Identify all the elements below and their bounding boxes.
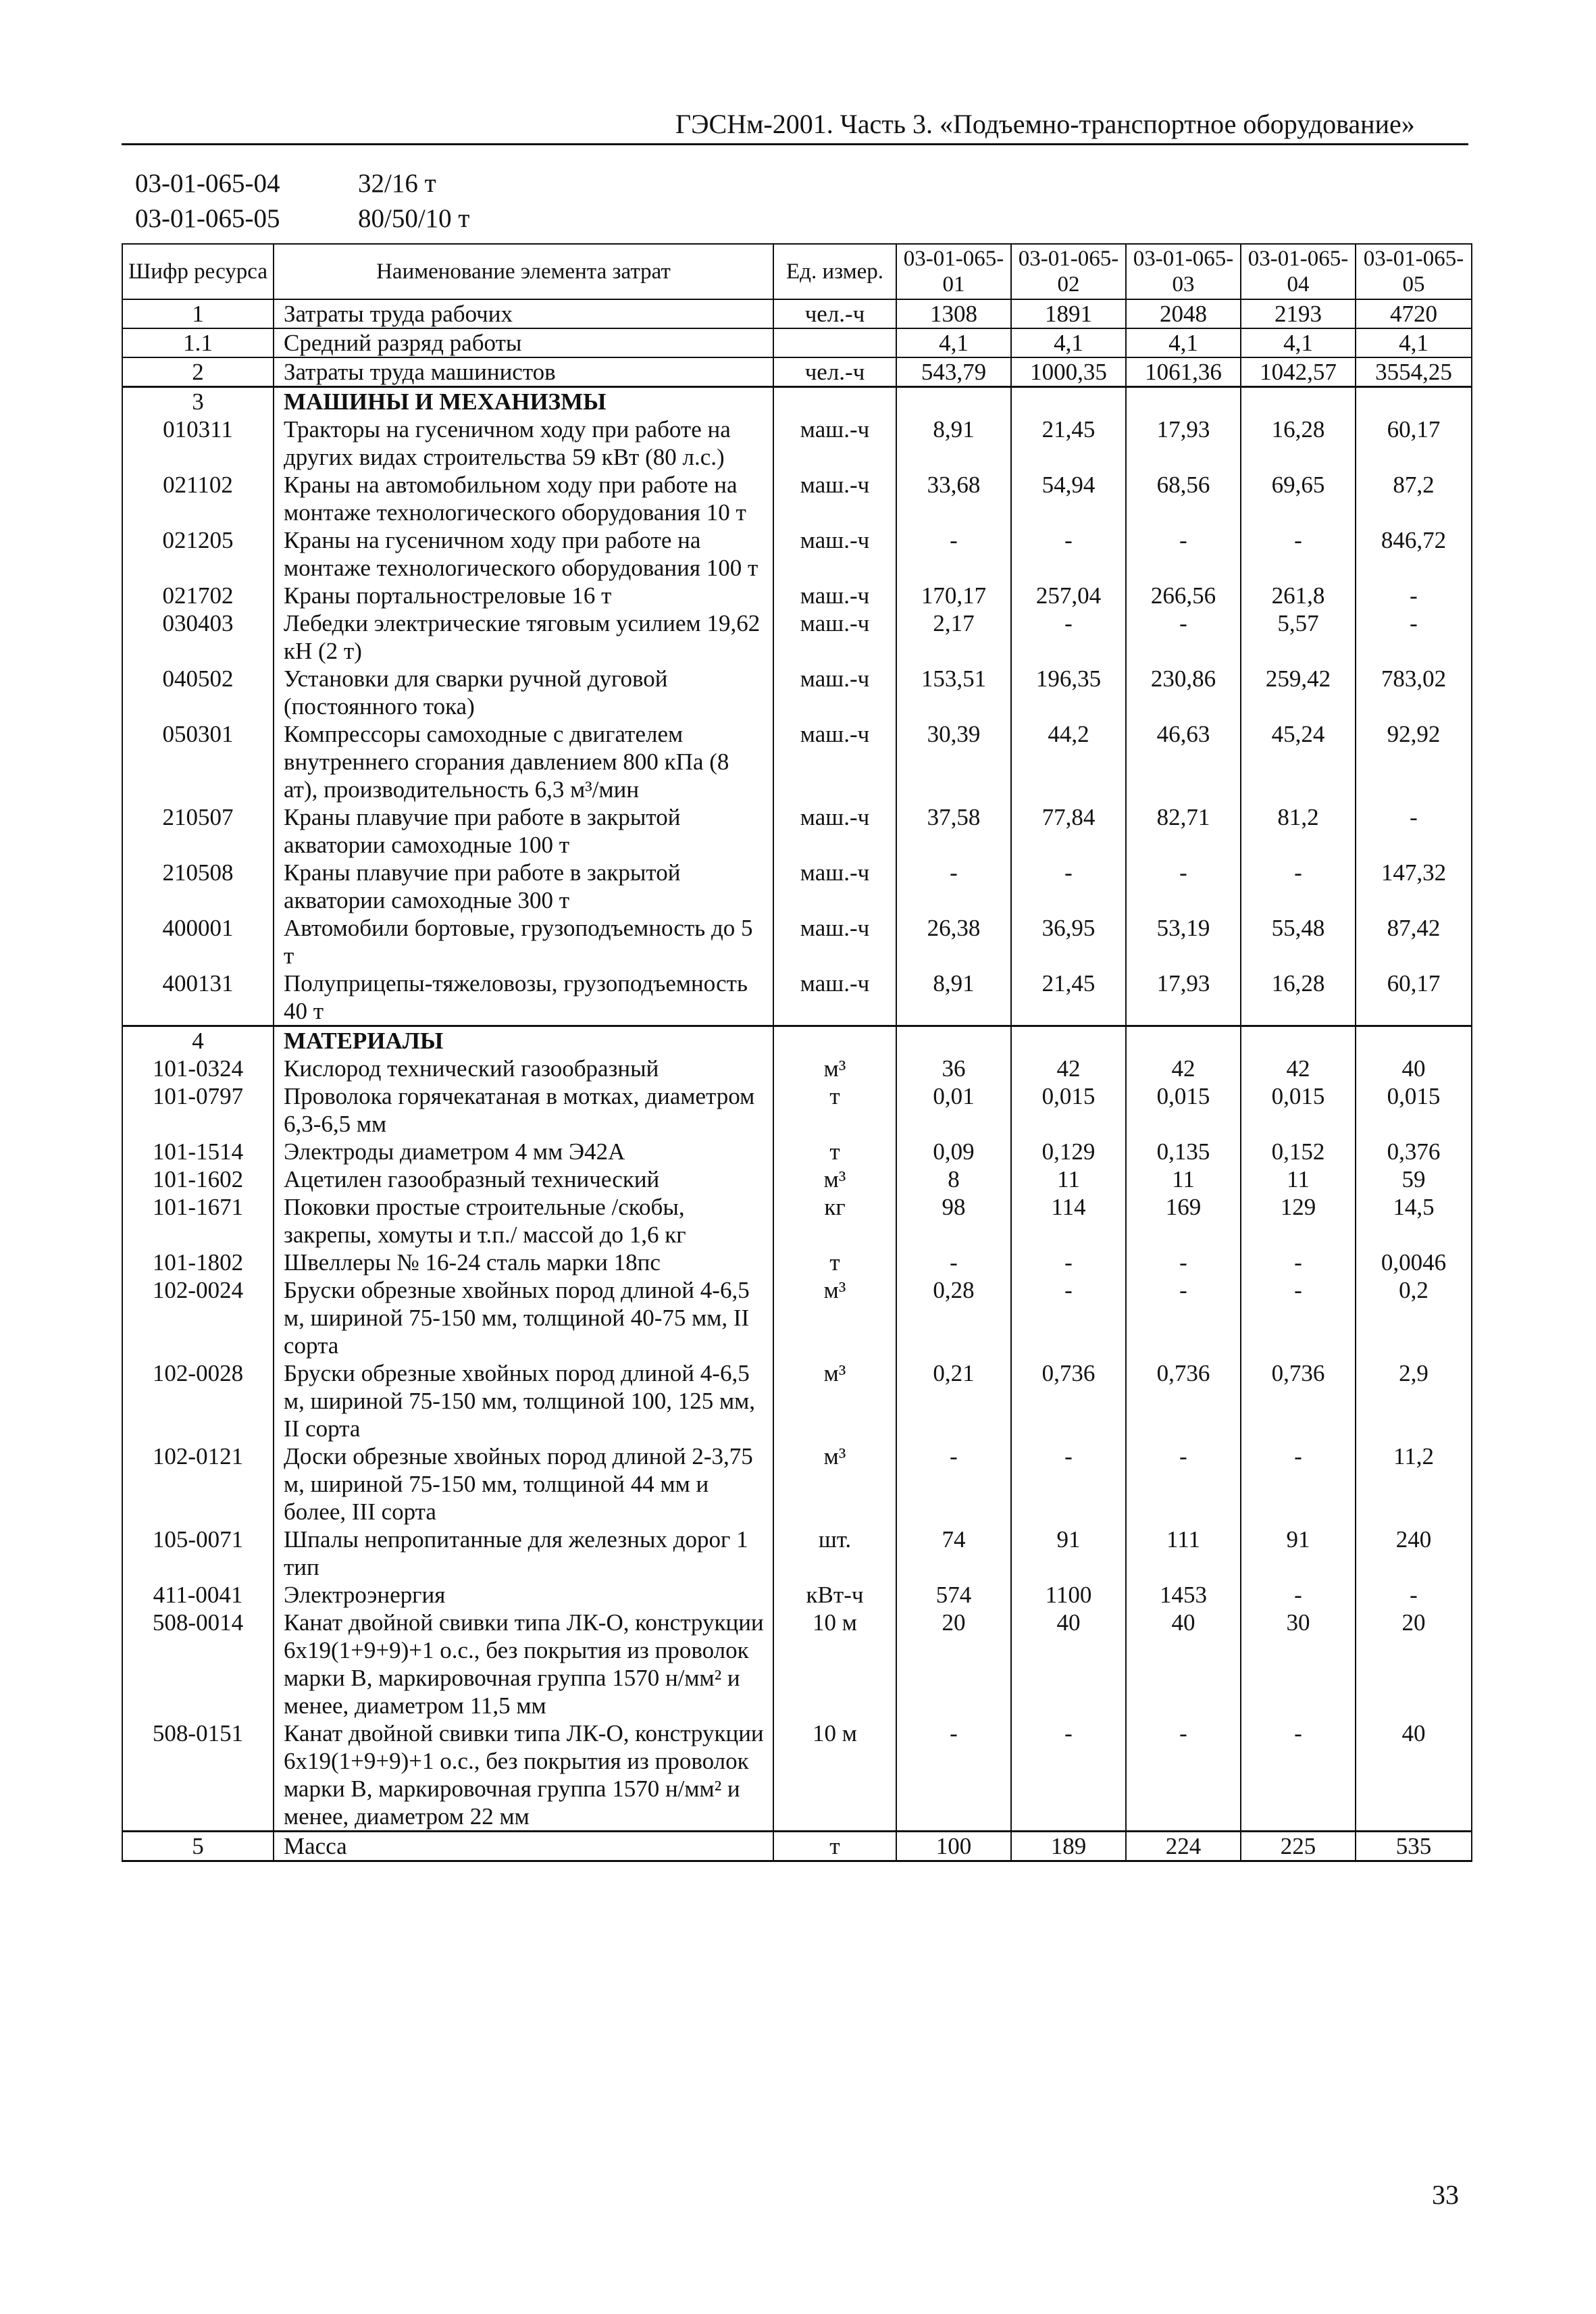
- table-row: [122, 416, 1472, 471]
- table-row: [122, 1442, 1472, 1526]
- value-cell: 0,2: [1356, 1276, 1472, 1359]
- resource-code-cell: 4: [122, 1026, 274, 1055]
- resource-code-cell: 1: [122, 299, 274, 328]
- unit-cell: т: [773, 1249, 896, 1276]
- value-cell: -: [1356, 609, 1472, 665]
- resource-name-cell: Компрессоры самоходные с двигателем внутреннего сгорания давлением 800 кПа (8 ат), производительность 6,3 м³/мин: [274, 720, 773, 803]
- value-cell: 68,56: [1126, 471, 1241, 526]
- value-cell: 54,94: [1011, 471, 1126, 526]
- resource-code-cell: 1.1: [122, 328, 274, 357]
- unit-cell: [773, 328, 896, 357]
- value-cell: [1011, 1026, 1126, 1055]
- resource-code-cell: 021702: [122, 582, 274, 609]
- unit-cell: маш.-ч: [773, 803, 896, 859]
- resource-code-cell: 102-0028: [122, 1359, 274, 1442]
- value-cell: [1241, 1026, 1356, 1055]
- value-cell: 0,736: [1241, 1359, 1356, 1442]
- resource-name-cell: Масса: [274, 1832, 773, 1861]
- resource-name-cell: Шпалы непропитанные для железных дорог 1 тип: [274, 1526, 773, 1581]
- column-header-name: Наименование элемента затрат: [274, 244, 773, 299]
- variant-row: [135, 201, 469, 236]
- table-row: [122, 582, 1472, 609]
- value-cell: 114: [1011, 1193, 1126, 1249]
- column-header-code: Шифр ресурса: [122, 244, 274, 299]
- variant-code: 03-01-065-05: [135, 204, 280, 233]
- value-cell: 1100: [1011, 1581, 1126, 1609]
- resource-code-cell: 050301: [122, 720, 274, 803]
- value-cell: 87,2: [1356, 471, 1472, 526]
- value-cell: -: [1241, 1581, 1356, 1609]
- unit-cell: маш.-ч: [773, 582, 896, 609]
- value-cell: 42: [1241, 1055, 1356, 1082]
- value-cell: 16,28: [1241, 970, 1356, 1026]
- table-row: [122, 1055, 1472, 1082]
- value-cell: 2193: [1241, 299, 1356, 328]
- resource-name-cell: Проволока горячекатаная в мотках, диаметром 6,3-6,5 мм: [274, 1082, 773, 1138]
- value-cell: 0,135: [1126, 1138, 1241, 1165]
- table-row: [122, 1249, 1472, 1276]
- value-cell: 230,86: [1126, 665, 1241, 720]
- value-cell: -: [1011, 859, 1126, 914]
- resource-code-cell: 101-0797: [122, 1082, 274, 1138]
- value-cell: 30: [1241, 1609, 1356, 1719]
- value-cell: -: [1356, 582, 1472, 609]
- value-cell: 40: [1356, 1055, 1472, 1082]
- table-row: [122, 665, 1472, 720]
- value-cell: 0,0046: [1356, 1249, 1472, 1276]
- value-cell: 46,63: [1126, 720, 1241, 803]
- value-cell: 59: [1356, 1165, 1472, 1193]
- value-cell: -: [1241, 526, 1356, 582]
- resource-code-cell: 400131: [122, 970, 274, 1026]
- column-header-c2: 03-01-065-02: [1011, 244, 1126, 299]
- value-cell: -: [896, 1719, 1011, 1832]
- value-cell: -: [896, 1249, 1011, 1276]
- value-cell: 60,17: [1356, 416, 1472, 471]
- value-cell: 91: [1011, 1526, 1126, 1581]
- value-cell: 1891: [1011, 299, 1126, 328]
- value-cell: 240: [1356, 1526, 1472, 1581]
- resource-code-cell: 508-0151: [122, 1719, 274, 1832]
- resource-table-wrapper: [122, 243, 1471, 1862]
- value-cell: 45,24: [1241, 720, 1356, 803]
- value-cell: 20: [1356, 1609, 1472, 1719]
- resource-name-cell: Бруски обрезные хвойных пород длиной 4-6,5 м, шириной 75-150 мм, толщиной 100, 125 мм, II сорта: [274, 1359, 773, 1442]
- unit-cell: маш.-ч: [773, 914, 896, 970]
- resource-code-cell: 3: [122, 387, 274, 416]
- value-cell: [1356, 1026, 1472, 1055]
- value-cell: 92,92: [1356, 720, 1472, 803]
- value-cell: 0,015: [1011, 1082, 1126, 1138]
- value-cell: [1011, 387, 1126, 416]
- value-cell: 0,736: [1011, 1359, 1126, 1442]
- value-cell: 0,015: [1356, 1082, 1472, 1138]
- table-row: [122, 1581, 1472, 1609]
- value-cell: 26,38: [896, 914, 1011, 970]
- column-header-c3: 03-01-065-03: [1126, 244, 1241, 299]
- unit-cell: чел.-ч: [773, 299, 896, 328]
- resource-code-cell: 010311: [122, 416, 274, 471]
- table-row: [122, 1026, 1472, 1055]
- value-cell: 257,04: [1011, 582, 1126, 609]
- value-cell: 5,57: [1241, 609, 1356, 665]
- value-cell: 0,152: [1241, 1138, 1356, 1165]
- value-cell: 17,93: [1126, 416, 1241, 471]
- value-cell: -: [1356, 803, 1472, 859]
- value-cell: 0,09: [896, 1138, 1011, 1165]
- variant-code: 03-01-065-04: [135, 169, 280, 198]
- resource-code-cell: 101-1514: [122, 1138, 274, 1165]
- resource-table: [122, 243, 1472, 1862]
- resource-code-cell: 021205: [122, 526, 274, 582]
- unit-cell: м³: [773, 1359, 896, 1442]
- value-cell: 53,19: [1126, 914, 1241, 970]
- value-cell: 4,1: [1356, 328, 1472, 357]
- page-header: ГЭСНм-2001. Часть 3. «Подъемно-транспортное оборудование»: [675, 109, 1415, 139]
- value-cell: -: [1126, 859, 1241, 914]
- resource-code-cell: 101-1602: [122, 1165, 274, 1193]
- resource-name-cell: Кислород технический газообразный: [274, 1055, 773, 1082]
- unit-cell: м³: [773, 1442, 896, 1526]
- value-cell: 147,32: [1356, 859, 1472, 914]
- value-cell: -: [896, 526, 1011, 582]
- value-cell: 21,45: [1011, 416, 1126, 471]
- resource-name-cell: Бруски обрезные хвойных пород длиной 4-6,5 м, шириной 75-150 мм, толщиной 40-75 мм, II сорта: [274, 1276, 773, 1359]
- column-header-c5: 03-01-065-05: [1356, 244, 1472, 299]
- unit-cell: т: [773, 1832, 896, 1861]
- value-cell: 36,95: [1011, 914, 1126, 970]
- value-cell: -: [1126, 1442, 1241, 1526]
- unit-cell: м³: [773, 1165, 896, 1193]
- variant-value: 32/16 т: [358, 169, 436, 198]
- resource-code-cell: 101-1671: [122, 1193, 274, 1249]
- value-cell: 4720: [1356, 299, 1472, 328]
- resource-name-cell: Лебедки электрические тяговым усилием 19,62 кН (2 т): [274, 609, 773, 665]
- value-cell: -: [896, 859, 1011, 914]
- resource-name-cell: Автомобили бортовые, грузоподъемность до 5 т: [274, 914, 773, 970]
- value-cell: 169: [1126, 1193, 1241, 1249]
- resource-name-cell: Краны портальностреловые 16 т: [274, 582, 773, 609]
- resource-name-cell: Затраты труда рабочих: [274, 299, 773, 328]
- value-cell: 189: [1011, 1832, 1126, 1861]
- value-cell: 1453: [1126, 1581, 1241, 1609]
- resource-name-cell: Канат двойной свивки типа ЛК-О, конструкции 6х19(1+9+9)+1 о.с., без покрытия из проволок марки В, маркировочная группа 1570 н/мм² и менее, диаметром 11,5 мм: [274, 1609, 773, 1719]
- value-cell: 0,21: [896, 1359, 1011, 1442]
- table-row: [122, 1165, 1472, 1193]
- table-row: [122, 803, 1472, 859]
- resource-name-cell: Краны плавучие при работе в закрытой акватории самоходные 100 т: [274, 803, 773, 859]
- value-cell: 1042,57: [1241, 357, 1356, 387]
- value-cell: -: [1356, 1581, 1472, 1609]
- unit-cell: м³: [773, 1055, 896, 1082]
- column-header-unit: Ед. измер.: [773, 244, 896, 299]
- column-header-c4: 03-01-065-04: [1241, 244, 1356, 299]
- value-cell: 1061,36: [1126, 357, 1241, 387]
- resource-code-cell: 030403: [122, 609, 274, 665]
- value-cell: 846,72: [1356, 526, 1472, 582]
- resource-code-cell: 101-0324: [122, 1055, 274, 1082]
- table-row: [122, 859, 1472, 914]
- value-cell: -: [1126, 1719, 1241, 1832]
- value-cell: [1126, 387, 1241, 416]
- resource-code-cell: 040502: [122, 665, 274, 720]
- value-cell: 40: [1126, 1609, 1241, 1719]
- value-cell: -: [1011, 609, 1126, 665]
- value-cell: 8,91: [896, 416, 1011, 471]
- value-cell: 4,1: [896, 328, 1011, 357]
- value-cell: 36: [896, 1055, 1011, 1082]
- value-cell: -: [1241, 859, 1356, 914]
- table-row: [122, 1276, 1472, 1359]
- value-cell: 0,129: [1011, 1138, 1126, 1165]
- value-cell: 4,1: [1241, 328, 1356, 357]
- resource-name-cell: Краны на гусеничном ходу при работе на монтаже технологического оборудования 100 т: [274, 526, 773, 582]
- value-cell: -: [1126, 1249, 1241, 1276]
- value-cell: [896, 1026, 1011, 1055]
- value-cell: 259,42: [1241, 665, 1356, 720]
- value-cell: 1000,35: [1011, 357, 1126, 387]
- value-cell: 11: [1011, 1165, 1126, 1193]
- resource-code-cell: 021102: [122, 471, 274, 526]
- resource-name-cell: Канат двойной свивки типа ЛК-О, конструкции 6х19(1+9+9)+1 о.с., без покрытия из проволок марки В, маркировочная группа 1570 н/мм² и менее, диаметром 22 мм: [274, 1719, 773, 1832]
- resource-name-cell: Ацетилен газообразный технический: [274, 1165, 773, 1193]
- value-cell: 224: [1126, 1832, 1241, 1861]
- value-cell: 87,42: [1356, 914, 1472, 970]
- value-cell: 111: [1126, 1526, 1241, 1581]
- value-cell: [1356, 387, 1472, 416]
- value-cell: -: [1241, 1442, 1356, 1526]
- unit-cell: кВт-ч: [773, 1581, 896, 1609]
- resource-code-cell: 102-0024: [122, 1276, 274, 1359]
- value-cell: 4,1: [1011, 328, 1126, 357]
- resource-code-cell: 101-1802: [122, 1249, 274, 1276]
- resource-name-cell: Электроэнергия: [274, 1581, 773, 1609]
- unit-cell: маш.-ч: [773, 609, 896, 665]
- value-cell: 16,28: [1241, 416, 1356, 471]
- value-cell: 77,84: [1011, 803, 1126, 859]
- table-row: [122, 1359, 1472, 1442]
- resource-name-cell: Тракторы на гусеничном ходу при работе на других видах строительства 59 кВт (80 л.с.): [274, 416, 773, 471]
- unit-cell: маш.-ч: [773, 859, 896, 914]
- unit-cell: т: [773, 1138, 896, 1165]
- value-cell: 91: [1241, 1526, 1356, 1581]
- resource-name-cell: МАШИНЫ И МЕХАНИЗМЫ: [274, 387, 773, 416]
- resource-code-cell: 102-0121: [122, 1442, 274, 1526]
- value-cell: 129: [1241, 1193, 1356, 1249]
- value-cell: 261,8: [1241, 582, 1356, 609]
- value-cell: 33,68: [896, 471, 1011, 526]
- value-cell: [896, 387, 1011, 416]
- resource-code-cell: 210507: [122, 803, 274, 859]
- value-cell: 40: [1356, 1719, 1472, 1832]
- value-cell: 81,2: [1241, 803, 1356, 859]
- table-row: [122, 328, 1472, 357]
- value-cell: -: [1241, 1276, 1356, 1359]
- value-cell: 44,2: [1011, 720, 1126, 803]
- value-cell: -: [1011, 1719, 1126, 1832]
- unit-cell: маш.-ч: [773, 720, 896, 803]
- value-cell: 196,35: [1011, 665, 1126, 720]
- value-cell: 42: [1011, 1055, 1126, 1082]
- table-row: [122, 357, 1472, 387]
- resource-code-cell: 5: [122, 1832, 274, 1861]
- resource-name-cell: Электроды диаметром 4 мм Э42А: [274, 1138, 773, 1165]
- table-row: [122, 970, 1472, 1026]
- unit-cell: [773, 387, 896, 416]
- resource-code-cell: 210508: [122, 859, 274, 914]
- value-cell: 2,17: [896, 609, 1011, 665]
- value-cell: -: [1011, 526, 1126, 582]
- value-cell: 60,17: [1356, 970, 1472, 1026]
- resource-name-cell: МАТЕРИАЛЫ: [274, 1026, 773, 1055]
- resource-code-cell: 400001: [122, 914, 274, 970]
- value-cell: 82,71: [1126, 803, 1241, 859]
- resource-name-cell: Швеллеры № 16-24 сталь марки 18пс: [274, 1249, 773, 1276]
- table-row: [122, 1526, 1472, 1581]
- resource-name-cell: Доски обрезные хвойных пород длиной 2-3,75 м, шириной 75-150 мм, толщиной 44 мм и более, III сорта: [274, 1442, 773, 1526]
- value-cell: 30,39: [896, 720, 1011, 803]
- value-cell: 1308: [896, 299, 1011, 328]
- value-cell: 69,65: [1241, 471, 1356, 526]
- table-row: [122, 914, 1472, 970]
- value-cell: -: [1126, 609, 1241, 665]
- value-cell: 783,02: [1356, 665, 1472, 720]
- table-row: [122, 1719, 1472, 1832]
- unit-cell: маш.-ч: [773, 416, 896, 471]
- resource-name-cell: Полуприцепы-тяжеловозы, грузоподъемность 40 т: [274, 970, 773, 1026]
- header-rule: [122, 143, 1468, 145]
- table-row: [122, 526, 1472, 582]
- unit-cell: м³: [773, 1276, 896, 1359]
- table-row: [122, 1138, 1472, 1165]
- value-cell: 14,5: [1356, 1193, 1472, 1249]
- value-cell: 37,58: [896, 803, 1011, 859]
- resource-name-cell: Краны на автомобильном ходу при работе на монтаже технологического оборудования 10 т: [274, 471, 773, 526]
- resource-name-cell: Краны плавучие при работе в закрытой акватории самоходные 300 т: [274, 859, 773, 914]
- unit-cell: маш.-ч: [773, 471, 896, 526]
- value-cell: -: [1126, 1276, 1241, 1359]
- unit-cell: маш.-ч: [773, 665, 896, 720]
- unit-cell: 10 м: [773, 1719, 896, 1832]
- value-cell: 266,56: [1126, 582, 1241, 609]
- table-row: [122, 1832, 1472, 1861]
- resource-name-cell: Установки для сварки ручной дуговой (постоянного тока): [274, 665, 773, 720]
- unit-cell: маш.-ч: [773, 526, 896, 582]
- unit-cell: шт.: [773, 1526, 896, 1581]
- value-cell: 8: [896, 1165, 1011, 1193]
- value-cell: 42: [1126, 1055, 1241, 1082]
- value-cell: -: [1241, 1249, 1356, 1276]
- value-cell: 8,91: [896, 970, 1011, 1026]
- page-number: 33: [1432, 2180, 1459, 2210]
- value-cell: 2,9: [1356, 1359, 1472, 1442]
- value-cell: 2048: [1126, 299, 1241, 328]
- variant-row: [135, 166, 469, 201]
- value-cell: 153,51: [896, 665, 1011, 720]
- value-cell: 535: [1356, 1832, 1472, 1861]
- value-cell: -: [1241, 1719, 1356, 1832]
- value-cell: 100: [896, 1832, 1011, 1861]
- unit-cell: маш.-ч: [773, 970, 896, 1026]
- resource-code-cell: 2: [122, 357, 274, 387]
- value-cell: 11: [1241, 1165, 1356, 1193]
- value-cell: 0,01: [896, 1082, 1011, 1138]
- value-cell: 98: [896, 1193, 1011, 1249]
- value-cell: 11: [1126, 1165, 1241, 1193]
- variant-list: [135, 166, 469, 236]
- variant-value: 80/50/10 т: [358, 204, 470, 233]
- resource-code-cell: 411-0041: [122, 1581, 274, 1609]
- value-cell: -: [1126, 526, 1241, 582]
- value-cell: 543,79: [896, 357, 1011, 387]
- table-row: [122, 1193, 1472, 1249]
- value-cell: 40: [1011, 1609, 1126, 1719]
- unit-cell: т: [773, 1082, 896, 1138]
- value-cell: 225: [1241, 1832, 1356, 1861]
- table-row: [122, 720, 1472, 803]
- value-cell: -: [1011, 1249, 1126, 1276]
- resource-name-cell: Затраты труда машинистов: [274, 357, 773, 387]
- value-cell: 0,376: [1356, 1138, 1472, 1165]
- value-cell: 11,2: [1356, 1442, 1472, 1526]
- table-row: [122, 1082, 1472, 1138]
- value-cell: 74: [896, 1526, 1011, 1581]
- table-row: [122, 387, 1472, 416]
- unit-cell: чел.-ч: [773, 357, 896, 387]
- table-row: [122, 1609, 1472, 1719]
- table-row: [122, 471, 1472, 526]
- value-cell: 170,17: [896, 582, 1011, 609]
- value-cell: 574: [896, 1581, 1011, 1609]
- resource-name-cell: Поковки простые строительные /скобы, закрепы, хомуты и т.п./ массой до 1,6 кг: [274, 1193, 773, 1249]
- resource-name-cell: Средний разряд работы: [274, 328, 773, 357]
- value-cell: [1126, 1026, 1241, 1055]
- value-cell: [1241, 387, 1356, 416]
- value-cell: 0,015: [1126, 1082, 1241, 1138]
- table-row: [122, 609, 1472, 665]
- value-cell: -: [1011, 1442, 1126, 1526]
- unit-cell: кг: [773, 1193, 896, 1249]
- resource-code-cell: 105-0071: [122, 1526, 274, 1581]
- value-cell: 4,1: [1126, 328, 1241, 357]
- table-header-row: [122, 244, 1472, 299]
- value-cell: 55,48: [1241, 914, 1356, 970]
- value-cell: 17,93: [1126, 970, 1241, 1026]
- value-cell: 20: [896, 1609, 1011, 1719]
- value-cell: 0,28: [896, 1276, 1011, 1359]
- column-header-c1: 03-01-065-01: [896, 244, 1011, 299]
- value-cell: 0,736: [1126, 1359, 1241, 1442]
- value-cell: -: [896, 1442, 1011, 1526]
- unit-cell: 10 м: [773, 1609, 896, 1719]
- value-cell: 0,015: [1241, 1082, 1356, 1138]
- unit-cell: [773, 1026, 896, 1055]
- resource-code-cell: 508-0014: [122, 1609, 274, 1719]
- value-cell: -: [1011, 1276, 1126, 1359]
- table-row: [122, 299, 1472, 328]
- value-cell: 3554,25: [1356, 357, 1472, 387]
- value-cell: 21,45: [1011, 970, 1126, 1026]
